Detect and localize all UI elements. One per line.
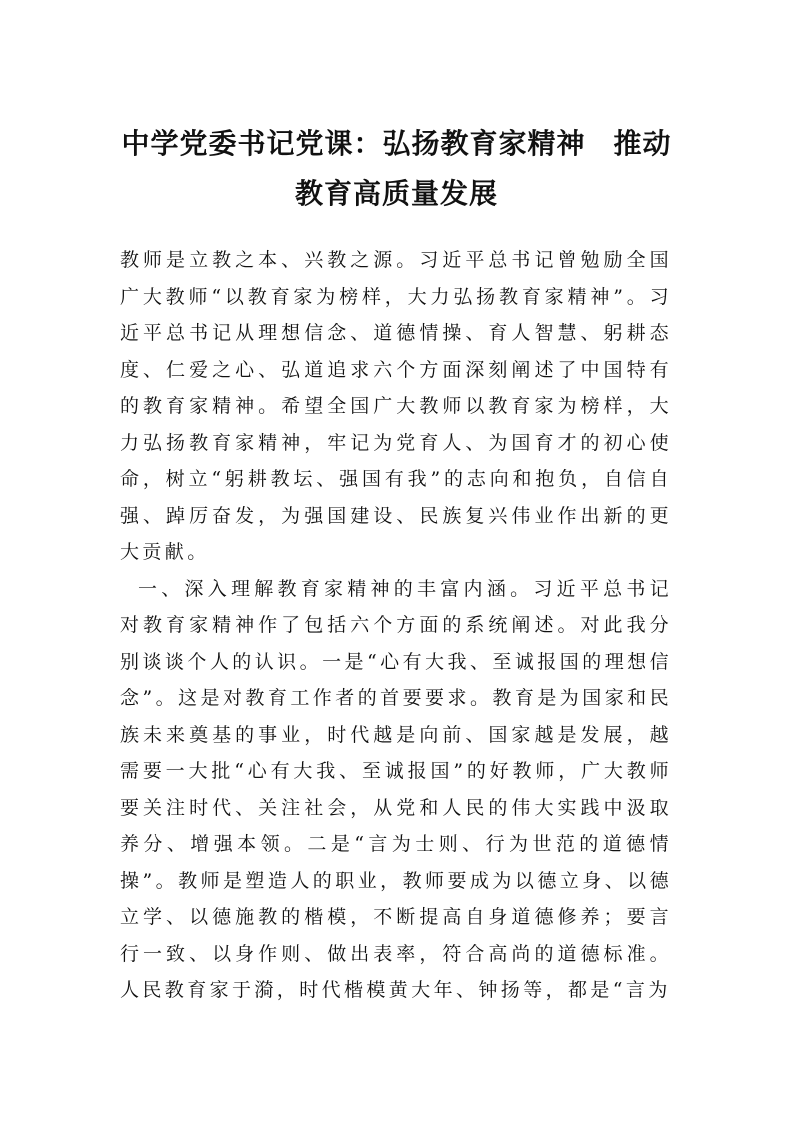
document-title-line-1 (96, 120, 697, 168)
title-second-part: 推动 (613, 127, 672, 160)
body-paragraph-section-one: 一、深入理解教育家精神的丰富内涵。习近平总书记对教育家精神作了包括六个方面的系统阐述。对此我分别谈谈个人的认识。一是“心有大我、至诚报国的理想信念”。这是对教育工作者的首要要求。教育是为国家和民族未来奠基的事业，时代越是向前、国家越是发展，越需要一大批“心有大我、至诚报国”的好教师，广大教师要关注时代、关注社会，从党和人民的伟大实践中汲取养分、增强本领。二是“言为士则、行为世范的道德情操”。教师是塑造人的职业，教师要成为以德立身、以德立学、以德施教的楷模，不断提高自身道德修养；要言行一致、以身作则、做出表率，符合高尚的道德标准。人民教育家于漪，时代楷模黄大年、钟扬等，都是“言为 (120, 577, 672, 1001)
body-paragraph-intro: 教师是立教之本、兴教之源。习近平总书记曾勉励全国广大教师“以教育家为榜样，大力弘扬教育家精神”。习近平总书记从理想信念、道德情操、育人智慧、躬耕态度、仁爱之心、弘道追求六个方面深刻阐述了中国特有的教育家精神。希望全国广大教师以教育家为榜样，大力弘扬教育家精神，牢记为党育人、为国育才的初心使命，树立“躬耕教坛、强国有我”的志向和抱负，自信自强、踔厉奋发，为强国建设、民族复兴伟业作出新的更大贡献。 (120, 249, 672, 563)
document-title-line-2: 教育高质量发展 (294, 177, 498, 210)
title-main-part: 中学党委书记党课：弘扬教育家精神 (121, 127, 586, 160)
document-body (120, 242, 672, 1009)
